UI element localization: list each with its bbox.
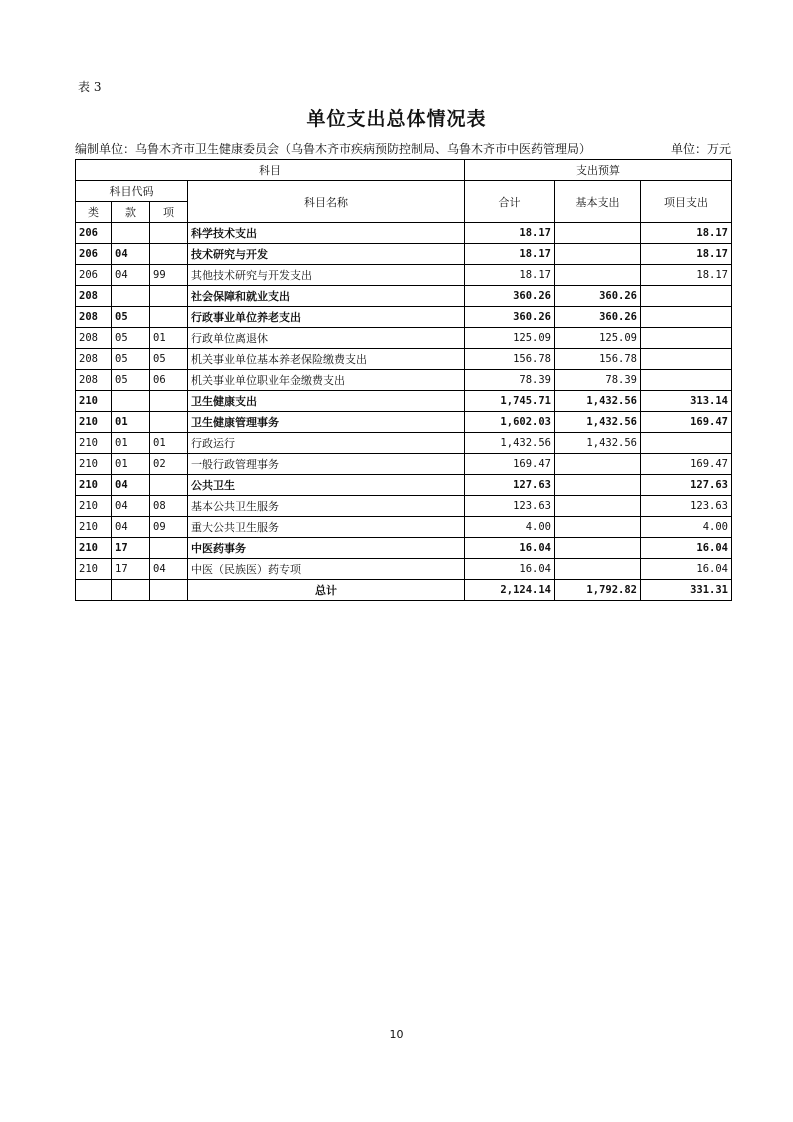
header-code: 科目代码 bbox=[76, 181, 188, 202]
table-row bbox=[76, 475, 732, 496]
cell-project: 169.47 bbox=[641, 454, 732, 475]
cell-total: 1,432.56 bbox=[465, 433, 555, 454]
table-row bbox=[76, 307, 732, 328]
cell-xiang bbox=[150, 223, 188, 244]
cell-name: 基本公共卫生服务 bbox=[188, 496, 465, 517]
cell-lei: 208 bbox=[76, 349, 112, 370]
cell-name: 中医药事务 bbox=[188, 538, 465, 559]
cell-kuan: 04 bbox=[112, 517, 150, 538]
totals-total: 2,124.14 bbox=[465, 580, 555, 601]
cell-kuan: 05 bbox=[112, 349, 150, 370]
cell-xiang: 06 bbox=[150, 370, 188, 391]
cell-xiang: 08 bbox=[150, 496, 188, 517]
header-kuan: 款 bbox=[112, 202, 150, 223]
cell-basic bbox=[555, 454, 641, 475]
cell-xiang bbox=[150, 307, 188, 328]
table-row bbox=[76, 370, 732, 391]
cell-basic bbox=[555, 496, 641, 517]
cell-basic: 78.39 bbox=[555, 370, 641, 391]
cell-xiang bbox=[150, 412, 188, 433]
cell-kuan bbox=[112, 286, 150, 307]
cell-kuan: 04 bbox=[112, 265, 150, 286]
currency-unit: 单位：万元 bbox=[670, 142, 731, 156]
cell-basic: 156.78 bbox=[555, 349, 641, 370]
cell-kuan: 17 bbox=[112, 538, 150, 559]
cell-basic bbox=[555, 475, 641, 496]
cell-total: 125.09 bbox=[465, 328, 555, 349]
cell-name: 社会保障和就业支出 bbox=[188, 286, 465, 307]
cell-total: 127.63 bbox=[465, 475, 555, 496]
table-row bbox=[76, 517, 732, 538]
cell-total: 1,602.03 bbox=[465, 412, 555, 433]
cell-kuan: 04 bbox=[112, 475, 150, 496]
cell-lei: 210 bbox=[76, 496, 112, 517]
table-row bbox=[76, 412, 732, 433]
cell-name: 行政运行 bbox=[188, 433, 465, 454]
cell-lei: 210 bbox=[76, 391, 112, 412]
cell-basic bbox=[555, 517, 641, 538]
cell-xiang: 01 bbox=[150, 433, 188, 454]
cell-xiang: 01 bbox=[150, 328, 188, 349]
cell-lei: 208 bbox=[76, 307, 112, 328]
cell-project bbox=[641, 307, 732, 328]
table-row bbox=[76, 391, 732, 412]
cell-xiang: 02 bbox=[150, 454, 188, 475]
cell-total: 360.26 bbox=[465, 286, 555, 307]
cell-name: 机关事业单位职业年金缴费支出 bbox=[188, 370, 465, 391]
cell-kuan: 05 bbox=[112, 307, 150, 328]
cell-name: 技术研究与开发 bbox=[188, 244, 465, 265]
cell-xiang bbox=[150, 580, 188, 601]
cell-xiang: 04 bbox=[150, 559, 188, 580]
cell-total: 360.26 bbox=[465, 307, 555, 328]
cell-project: 16.04 bbox=[641, 538, 732, 559]
cell-lei: 210 bbox=[76, 538, 112, 559]
cell-basic bbox=[555, 559, 641, 580]
cell-basic bbox=[555, 265, 641, 286]
cell-name: 中医（民族医）药专项 bbox=[188, 559, 465, 580]
cell-name: 卫生健康支出 bbox=[188, 391, 465, 412]
cell-basic bbox=[555, 538, 641, 559]
cell-name: 行政事业单位养老支出 bbox=[188, 307, 465, 328]
cell-lei: 210 bbox=[76, 517, 112, 538]
cell-lei: 206 bbox=[76, 244, 112, 265]
compiling-unit: 编制单位：乌鲁木齐市卫生健康委员会（乌鲁木齐市疾病预防控制局、乌鲁木齐市中医药管理局） bbox=[75, 142, 592, 156]
cell-lei: 206 bbox=[76, 223, 112, 244]
expenditure-table bbox=[75, 159, 732, 601]
cell-total: 18.17 bbox=[465, 244, 555, 265]
cell-basic: 360.26 bbox=[555, 286, 641, 307]
header-total: 合计 bbox=[465, 181, 555, 223]
cell-kuan bbox=[112, 223, 150, 244]
cell-basic: 1,432.56 bbox=[555, 391, 641, 412]
cell-total: 16.04 bbox=[465, 559, 555, 580]
cell-basic: 125.09 bbox=[555, 328, 641, 349]
cell-total: 18.17 bbox=[465, 265, 555, 286]
cell-xiang bbox=[150, 286, 188, 307]
cell-project bbox=[641, 349, 732, 370]
cell-lei bbox=[76, 580, 112, 601]
table-row bbox=[76, 286, 732, 307]
table-row bbox=[76, 454, 732, 475]
cell-basic: 360.26 bbox=[555, 307, 641, 328]
totals-project: 331.31 bbox=[641, 580, 732, 601]
table-number: 表 3 bbox=[78, 80, 102, 94]
cell-name: 科学技术支出 bbox=[188, 223, 465, 244]
cell-xiang: 05 bbox=[150, 349, 188, 370]
cell-xiang bbox=[150, 391, 188, 412]
cell-project bbox=[641, 328, 732, 349]
cell-total: 156.78 bbox=[465, 349, 555, 370]
header-row-1 bbox=[76, 160, 732, 181]
table-row bbox=[76, 244, 732, 265]
cell-kuan: 17 bbox=[112, 559, 150, 580]
cell-project: 18.17 bbox=[641, 265, 732, 286]
cell-project: 123.63 bbox=[641, 496, 732, 517]
cell-kuan: 01 bbox=[112, 454, 150, 475]
cell-total: 4.00 bbox=[465, 517, 555, 538]
cell-lei: 210 bbox=[76, 433, 112, 454]
header-row-2 bbox=[76, 181, 732, 202]
cell-basic: 1,432.56 bbox=[555, 412, 641, 433]
page-number: 10 bbox=[389, 1028, 404, 1041]
cell-total: 1,745.71 bbox=[465, 391, 555, 412]
cell-name: 重大公共卫生服务 bbox=[188, 517, 465, 538]
totals-row bbox=[76, 580, 732, 601]
cell-project: 4.00 bbox=[641, 517, 732, 538]
cell-lei: 206 bbox=[76, 265, 112, 286]
totals-basic: 1,792.82 bbox=[555, 580, 641, 601]
cell-project: 169.47 bbox=[641, 412, 732, 433]
totals-label: 总计 bbox=[188, 580, 465, 601]
cell-name: 其他技术研究与开发支出 bbox=[188, 265, 465, 286]
cell-name: 一般行政管理事务 bbox=[188, 454, 465, 475]
cell-name: 公共卫生 bbox=[188, 475, 465, 496]
cell-basic bbox=[555, 223, 641, 244]
header-name: 科目名称 bbox=[188, 181, 465, 223]
cell-lei: 210 bbox=[76, 454, 112, 475]
table-row bbox=[76, 538, 732, 559]
cell-name: 行政单位离退休 bbox=[188, 328, 465, 349]
cell-lei: 208 bbox=[76, 286, 112, 307]
cell-name: 机关事业单位基本养老保险缴费支出 bbox=[188, 349, 465, 370]
cell-project: 127.63 bbox=[641, 475, 732, 496]
header-subject: 科目 bbox=[76, 160, 465, 181]
page-title: 单位支出总体情况表 bbox=[306, 108, 487, 130]
table-row bbox=[76, 265, 732, 286]
cell-project: 16.04 bbox=[641, 559, 732, 580]
cell-kuan: 04 bbox=[112, 244, 150, 265]
table-row bbox=[76, 328, 732, 349]
table-row bbox=[76, 559, 732, 580]
cell-total: 78.39 bbox=[465, 370, 555, 391]
cell-kuan bbox=[112, 580, 150, 601]
cell-lei: 210 bbox=[76, 475, 112, 496]
cell-project: 313.14 bbox=[641, 391, 732, 412]
cell-kuan: 04 bbox=[112, 496, 150, 517]
header-budget: 支出预算 bbox=[465, 160, 732, 181]
cell-name: 卫生健康管理事务 bbox=[188, 412, 465, 433]
header-project: 项目支出 bbox=[641, 181, 732, 223]
cell-project: 18.17 bbox=[641, 223, 732, 244]
table-row bbox=[76, 496, 732, 517]
table-row bbox=[76, 349, 732, 370]
cell-project bbox=[641, 433, 732, 454]
cell-total: 16.04 bbox=[465, 538, 555, 559]
cell-kuan: 01 bbox=[112, 412, 150, 433]
cell-xiang bbox=[150, 475, 188, 496]
header-lei: 类 bbox=[76, 202, 112, 223]
cell-lei: 210 bbox=[76, 412, 112, 433]
cell-basic bbox=[555, 244, 641, 265]
cell-project bbox=[641, 286, 732, 307]
header-xiang: 项 bbox=[150, 202, 188, 223]
cell-kuan: 01 bbox=[112, 433, 150, 454]
cell-kuan: 05 bbox=[112, 328, 150, 349]
cell-lei: 210 bbox=[76, 559, 112, 580]
cell-xiang bbox=[150, 244, 188, 265]
cell-lei: 208 bbox=[76, 370, 112, 391]
cell-xiang: 09 bbox=[150, 517, 188, 538]
table-row bbox=[76, 433, 732, 454]
cell-project bbox=[641, 370, 732, 391]
cell-total: 18.17 bbox=[465, 223, 555, 244]
cell-kuan: 05 bbox=[112, 370, 150, 391]
cell-kuan bbox=[112, 391, 150, 412]
cell-basic: 1,432.56 bbox=[555, 433, 641, 454]
table-row bbox=[76, 223, 732, 244]
cell-lei: 208 bbox=[76, 328, 112, 349]
cell-total: 123.63 bbox=[465, 496, 555, 517]
cell-xiang bbox=[150, 538, 188, 559]
cell-total: 169.47 bbox=[465, 454, 555, 475]
cell-xiang: 99 bbox=[150, 265, 188, 286]
cell-project: 18.17 bbox=[641, 244, 732, 265]
header-basic: 基本支出 bbox=[555, 181, 641, 223]
